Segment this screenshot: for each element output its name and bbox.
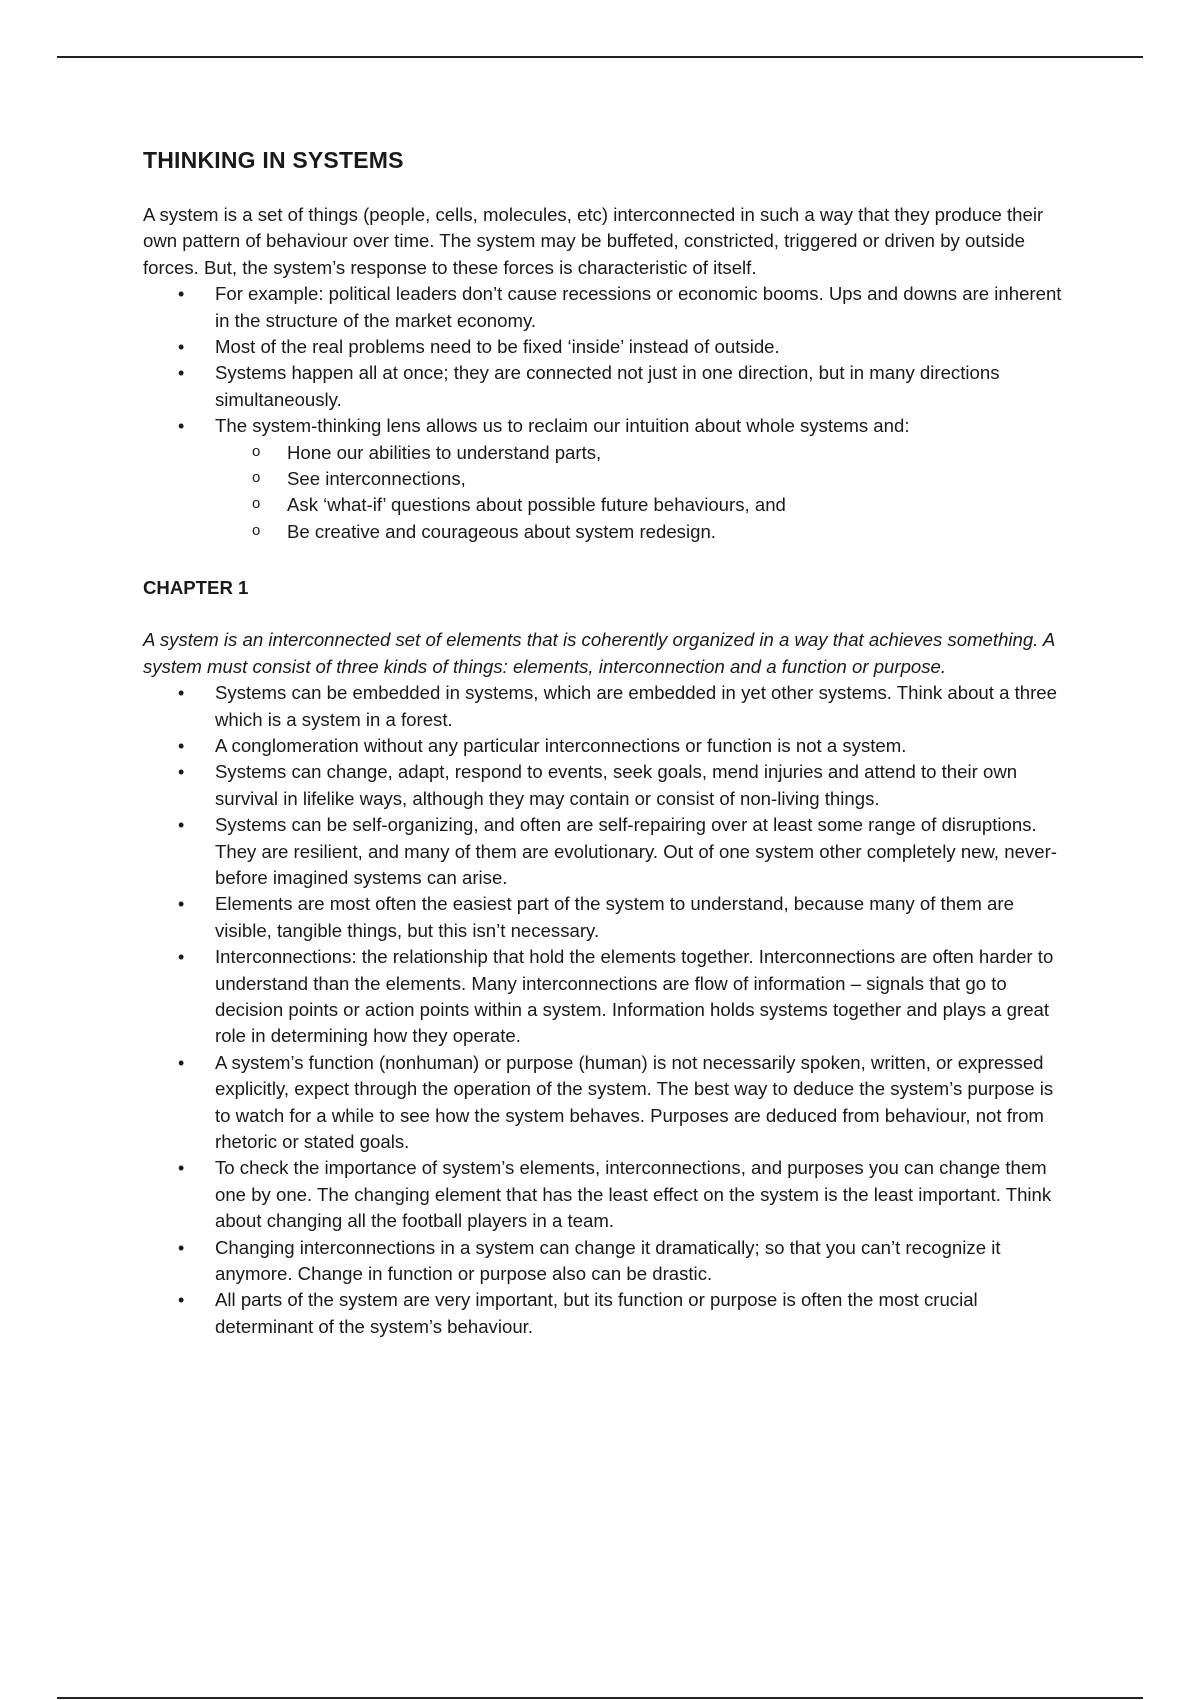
sub-list-item: o Be creative and courageous about system redesign. (215, 519, 1063, 545)
list-item: • All parts of the system are very important, but its function or purpose is often the most crucial determinant of the system’s behaviour. (143, 1287, 1063, 1340)
list-item: • Changing interconnections in a system can change it dramatically; so that you can’t recognize it anymore. Change in function or purpose also can be drastic. (143, 1235, 1063, 1288)
list-item: • Interconnections: the relationship that hold the elements together. Interconnections are often harder to understand than the elements. Many interconnections are flow of information – signals that go to decision points or action points within a system. Information holds systems together and plays a great role in determining how they operate. (143, 944, 1063, 1050)
intro-bullet-list (143, 281, 1063, 545)
lens-sub-list (215, 440, 1063, 546)
chapter-heading: CHAPTER 1 (143, 577, 249, 599)
document-body (143, 145, 1063, 1340)
list-item: • Systems can change, adapt, respond to events, seek goals, mend injuries and attend to their own survival in lifelike ways, although they may contain or consist of non-living things. (143, 759, 1063, 812)
footer-rule (57, 1697, 1143, 1699)
document-title: THINKING IN SYSTEMS (143, 147, 404, 173)
list-item: • Systems can be self-organizing, and often are self-repairing over at least some range of disruptions. They are resilient, and many of them are evolutionary. Out of one system other completely new, never-before imagined systems can arise. (143, 812, 1063, 891)
list-item (143, 413, 1063, 545)
sub-list-item: o See interconnections, (215, 466, 1063, 492)
intro-paragraph: A system is a set of things (people, cells, molecules, etc) interconnected in such a way that they produce their own pattern of behaviour over time. The system may be buffeted, constricted, triggered or driven by outside forces. But, the system’s response to these forces is characteristic of itself. (143, 204, 1044, 278)
list-item: • To check the importance of system’s elements, interconnections, and purposes you can change them one by one. The changing element that has the least effect on the system is the least important. Think about changing all the football players in a team. (143, 1155, 1063, 1234)
list-item-text: The system-thinking lens allows us to reclaim our intuition about whole systems and: (215, 415, 910, 437)
sub-list-item: o Hone our abilities to understand parts, (215, 440, 1063, 466)
list-item: • Systems can be embedded in systems, which are embedded in yet other systems. Think about a three which is a system in a forest. (143, 680, 1063, 733)
section-gap (143, 545, 1063, 575)
list-item: • A system’s function (nonhuman) or purpose (human) is not necessarily spoken, written, or expressed explicitly, expect through the operation of the system. The best way to deduce the system’s purpose is to watch for a while to see how the system behaves. Purposes are deduced from behaviour, not from rhetoric or stated goals. (143, 1050, 1063, 1156)
list-item: • For example: political leaders don’t cause recessions or economic booms. Ups and downs are inherent in the structure of the market economy. (143, 281, 1063, 334)
list-item: • A conglomeration without any particular interconnections or function is not a system. (143, 733, 1063, 759)
chapter-bullet-list (143, 680, 1063, 1340)
list-item: • Most of the real problems need to be fixed ‘inside’ instead of outside. (143, 334, 1063, 360)
system-definition: A system is an interconnected set of elements that is coherently organized in a way that achieves something. A system must consist of three kinds of things: elements, interconnection and a function or purpose. (143, 629, 1055, 677)
sub-list-item: o Ask ‘what-if’ questions about possible future behaviours, and (215, 492, 1063, 518)
list-item: • Systems happen all at once; they are connected not just in one direction, but in many directions simultaneously. (143, 360, 1063, 413)
header-rule (57, 56, 1143, 58)
list-item: • Elements are most often the easiest part of the system to understand, because many of them are visible, tangible things, but this isn’t necessary. (143, 891, 1063, 944)
